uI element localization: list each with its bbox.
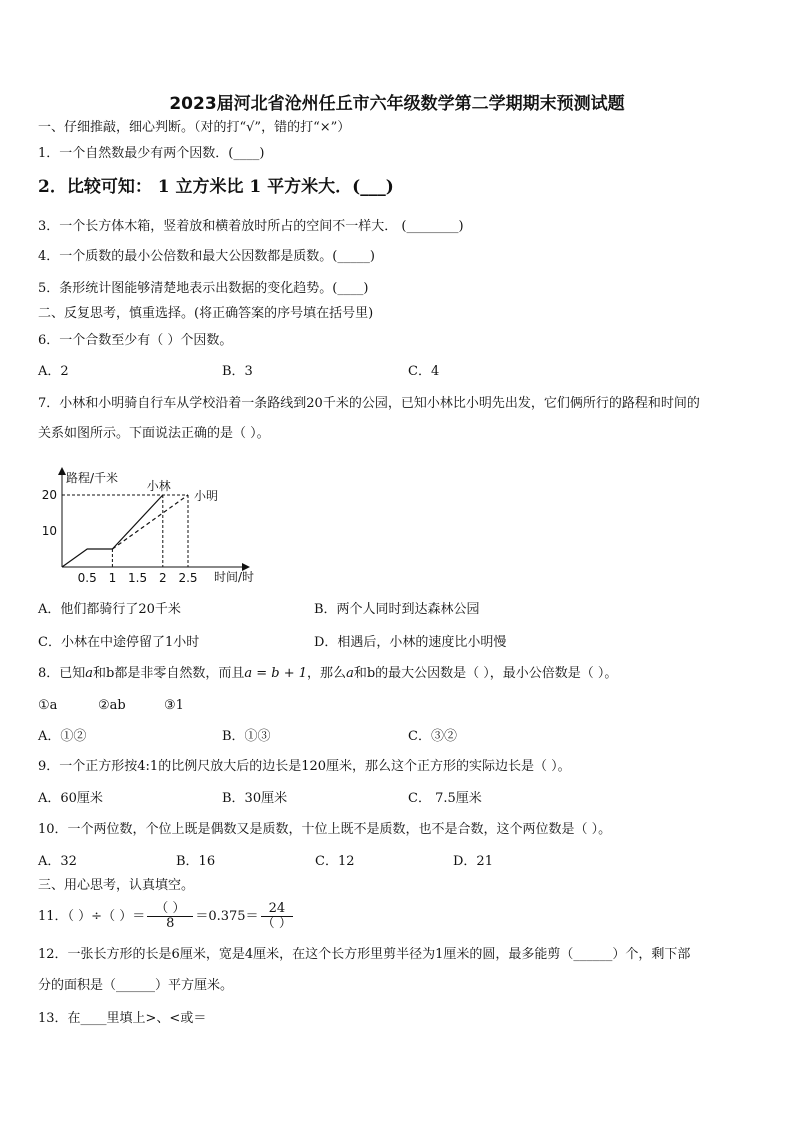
q8-choice-3: ③1: [164, 698, 184, 713]
question-12-line1: 12．一张长方形的长是6厘米，宽是4厘米，在这个长方形里剪半径为1厘米的圆，最多能剪（______）个，剩下部: [38, 947, 691, 962]
question-10-stem: 10．一个两位数，个位上既是偶数又是质数，十位上既不是质数，也不是合数，这个两位数是（ ）。: [38, 822, 612, 837]
q7-option-d: D．相遇后，小林的速度比小明慢: [314, 635, 507, 650]
q8-option-c: C．③②: [408, 729, 457, 744]
page-title: 2023届河北省沧州任丘市六年级数学第二学期期末预测试题: [169, 94, 625, 114]
q11-fraction-2: [261, 902, 294, 931]
y-axis-label: 路程/千米: [66, 471, 119, 485]
q10-option-d: D．21: [453, 854, 493, 869]
x-axis-label: 时间/时: [214, 570, 255, 584]
q11-fraction-1-numerator: （ ）: [147, 902, 193, 917]
q8-choice-1: ①a: [38, 698, 58, 713]
q11-fraction-1: [147, 902, 193, 931]
q9-option-a: A．60厘米: [38, 791, 103, 806]
section-1-heading: 一、仔细推敲，细心判断。（对的打“√”，错的打“×”）: [38, 120, 351, 135]
y-axis-arrow: [58, 467, 66, 475]
q9-option-c: C． 7.5厘米: [408, 791, 482, 806]
q11-middle: ＝0.375＝: [195, 909, 259, 924]
q8-equation: a = b + 1: [244, 666, 308, 681]
question-5: 5．条形统计图能够清楚地表示出数据的变化趋势。(____): [38, 281, 369, 296]
series-line-xiaoming: [112, 495, 188, 549]
q9-option-b: B．30厘米: [222, 791, 288, 806]
x-tick-label-0.5: 0.5: [77, 571, 97, 585]
q10-option-b: B．16: [176, 854, 216, 869]
q6-option-c: C．4: [408, 364, 440, 379]
question-3: 3．一个长方体木箱，竖着放和横着放时所占的空间不一样大． (________): [38, 219, 464, 234]
x-tick-label-2: 2: [158, 571, 167, 585]
question-8-stem: [38, 665, 617, 683]
series-label-xiaoming: 小明: [194, 489, 219, 503]
q8-choice-2: ②ab: [98, 698, 126, 713]
distance-time-chart: [36, 462, 276, 590]
question-9-stem: 9．一个正方形按4:1的比例尺放大后的边长是120厘米，那么这个正方形的实际边长是（ ）。: [38, 759, 571, 774]
question-7-stem-line1: 7．小林和小明骑自行车从学校沿着一条路线到20千米的公园，已知小林比小明先出发，它们俩所行的路程和时间的: [38, 396, 700, 411]
series-label-xiaolin: 小林: [146, 479, 171, 493]
q7-option-b: B．两个人同时到达森林公园: [314, 602, 480, 617]
q11-fraction-2-denominator: （ ）: [261, 916, 292, 931]
section-2-heading: 二、反复思考，慎重选择。(将正确答案的序号填在括号里): [38, 306, 374, 321]
q6-option-a: A．2: [38, 364, 69, 379]
q11-lead: 11．（ ）÷（ ）＝: [38, 909, 146, 924]
question-13: 13．在____里填上>、<或＝: [38, 1011, 207, 1026]
q11-fraction-1-denominator: 8: [166, 916, 175, 931]
q8-stem-part-c: ，那么: [307, 666, 347, 681]
question-12-line2: 分的面积是（______）平方厘米。: [38, 978, 234, 993]
q6-option-b: B．3: [222, 364, 253, 379]
q8-option-b: B．①③: [222, 729, 271, 744]
q7-option-a: A．他们都骑行了20千米: [38, 602, 181, 617]
question-4: 4．一个质数的最小公倍数和最大公因数都是质数。(_____): [38, 249, 375, 264]
q11-fraction-2-numerator: 24: [261, 902, 294, 917]
q10-option-a: A．32: [38, 854, 77, 869]
y-tick-label-10: 10: [41, 524, 57, 538]
x-tick-label-1: 1: [108, 571, 117, 585]
question-6-stem: 6．一个合数至少有（ ）个因数。: [38, 333, 233, 348]
q8-var-a: a: [85, 666, 94, 681]
y-tick-label-20: 20: [41, 488, 57, 502]
question-1: 1．一个自然数最少有两个因数．(____): [38, 146, 265, 161]
q8-stem-part-a: 8．已知: [38, 666, 86, 681]
x-tick-label-1.5: 1.5: [128, 571, 148, 585]
q8-var-a-2: a: [346, 666, 354, 681]
q8-stem-part-b: 和b都是非零自然数，而且: [93, 666, 245, 681]
q10-option-c: C．12: [315, 854, 355, 869]
q8-option-a: A．①②: [38, 729, 87, 744]
question-11: [38, 902, 295, 932]
q8-stem-part-d: 和b的最大公因数是（ ），最小公倍数是（ ）。: [353, 666, 618, 681]
q7-option-c: C．小林在中途停留了1小时: [38, 635, 200, 650]
question-2: 2．比较可知： 1 立方米比 1 平方米大．(___): [38, 177, 394, 197]
section-3-heading: 三、用心思考，认真填空。: [38, 878, 195, 893]
question-7-stem-line2: 关系如图所示。下面说法正确的是（ ）。: [38, 426, 270, 441]
x-tick-label-2.5: 2.5: [178, 571, 198, 585]
